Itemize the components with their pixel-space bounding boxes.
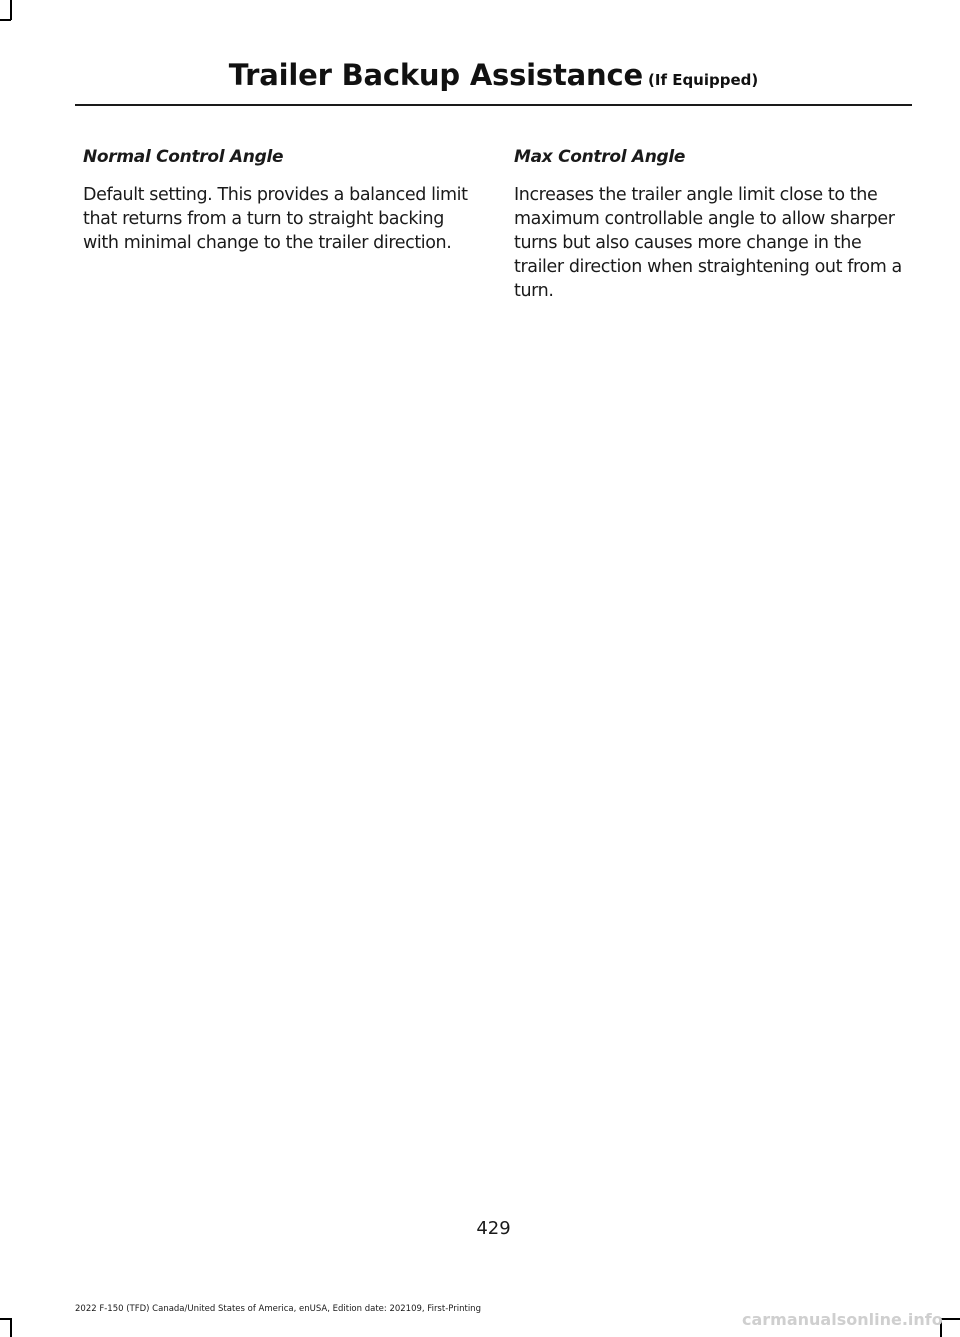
- crop-mark-bottom-right-horizontal: [940, 1318, 960, 1320]
- section-heading: Normal Control Angle: [83, 147, 284, 167]
- section-body: Increases the trailer angle limit close to the maximum controllable angle to allow sharper turns but also causes more change in the trailer direction when straightening out from a turn.: [514, 185, 902, 301]
- page-header: [0, 58, 960, 92]
- crop-mark-top-left: [10, 0, 12, 20]
- crop-mark-bottom-left: [10, 1318, 12, 1337]
- section-max-control-angle: [514, 145, 914, 303]
- edition-footer: 2022 F-150 (TFD) Canada/United States of America, enUSA, Edition date: 202109, First-Printing: [75, 1304, 481, 1314]
- header-divider: [75, 104, 912, 106]
- page-number: 429: [476, 1218, 511, 1239]
- crop-mark-top-left-horizontal: [0, 19, 11, 21]
- crop-mark-bottom-left-horizontal: [0, 1318, 11, 1320]
- chapter-subtitle: (If Equipped): [648, 71, 759, 89]
- section-heading: Max Control Angle: [514, 147, 686, 167]
- watermark: carmanualsonline.info: [742, 1310, 943, 1329]
- chapter-title: Trailer Backup Assistance: [228, 58, 643, 92]
- section-body: Default setting. This provides a balanced limit that returns from a turn to straight backing with minimal change to the trailer direction.: [83, 185, 468, 253]
- section-normal-control-angle: [83, 145, 483, 255]
